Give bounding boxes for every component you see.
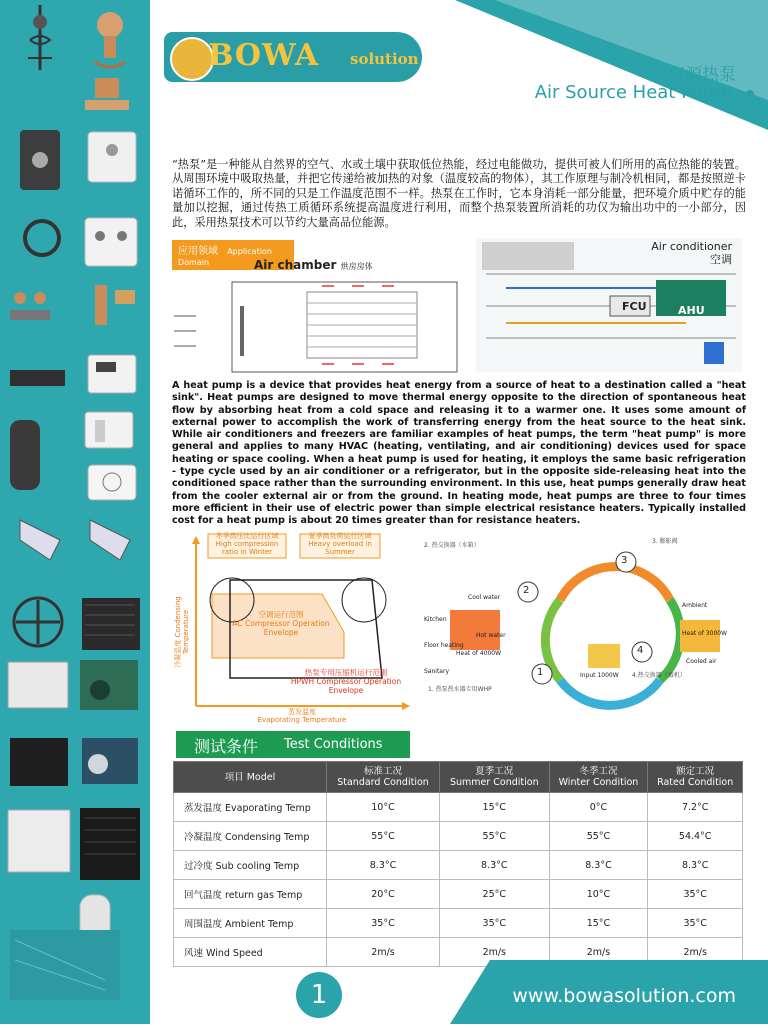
unit-icon	[10, 738, 138, 786]
page-title-cn: 空气源热泵	[651, 65, 736, 85]
heat-pump-unit-icon	[8, 808, 140, 880]
table-cell: 8.3°C	[549, 851, 648, 880]
winter-label-cn: 冬季高压比运行区域	[215, 532, 279, 540]
air-chamber-drawing	[172, 276, 462, 376]
test-conditions-title-cn: 测试条件	[194, 737, 259, 756]
product-thumbnails	[0, 0, 150, 1024]
cool-water-label: Cool water	[468, 594, 501, 601]
table-header-row	[174, 762, 743, 793]
test-conditions-title-en: Test Conditions	[284, 737, 383, 752]
table-cell: 55°C	[549, 822, 648, 851]
fcu-label: FCU	[622, 300, 647, 313]
table-cell: 10°C	[549, 880, 648, 909]
heat-out-label: Heat of 4000W	[456, 650, 502, 657]
air-conditioner-title-cn: 空调	[710, 253, 732, 266]
ambient-label: Ambient	[682, 602, 708, 609]
heat-pump-cycle-diagram	[420, 530, 750, 728]
air-chamber-diagram	[172, 258, 462, 376]
air-chamber-title-cn: 烘房房体	[340, 262, 373, 271]
step-4-title: 4.热交换器（蒸机）	[632, 672, 686, 679]
table-row	[174, 909, 743, 938]
step-2-number: 1	[537, 667, 544, 678]
table-row	[174, 851, 743, 880]
table-cell: 15°C	[549, 909, 648, 938]
col-header-winter: 冬季工况 Winter Condition	[549, 762, 648, 793]
table-row	[174, 793, 743, 822]
input-power-label: Input 1000W	[580, 672, 619, 679]
col-header-standard: 标准工况 Standard Condition	[327, 762, 440, 793]
table-row	[174, 822, 743, 851]
table-cell: 35°C	[327, 909, 440, 938]
x-axis-label-en: Evaporating Temperature	[257, 716, 347, 724]
y-axis-label-cn: 冷凝温度	[174, 639, 182, 668]
table-cell: 35°C	[440, 909, 550, 938]
intro-paragraph-en: A heat pump is a device that provides heat energy from a source of heat to a destination called a "heat sink". Heat pumps are designed to move thermal energy opposite to the direction of spontaneous heat flow by absorbing heat from a cold space and releasing it to a warmer one. It uses some amount of external power to accomplish the work of transferring energy from the heat source to the heat sink. While air conditioners and freezers are familiar examples of heat pumps, the term "heat pump" is more general and applies to many HVAC (heating, ventilating, and air conditioning) devices used for space heating or space cooling. When a heat pump is used for heating, it employs the same basic refrigeration - type cycle used by an air conditioner or a refrigerator, but in the opposite side-releasing heat into the conditioned space rather than the surrounding environment. In this use, heat pumps generally draw heat from the cooler external air or from the ground. In heating mode, heat pumps are three to four times more efficient in their use of electric power than simple electrical resistance heaters. Typically installed cost for a heat pump is about 20 times greater than for resistance heaters.	[172, 380, 746, 527]
step-3-number: 3	[621, 555, 628, 566]
row-label: 回气温度 return gas Temp	[174, 880, 327, 909]
x-axis-label-cn: 蒸发温度	[288, 708, 316, 716]
table-cell: 35°C	[648, 880, 743, 909]
evaporator-icon	[88, 465, 136, 500]
controller-icon	[10, 355, 136, 393]
table-cell: 0°C	[549, 793, 648, 822]
sanitary-label: Sanitary	[424, 668, 450, 675]
solenoid-icon	[85, 78, 129, 110]
table-cell: 7.2°C	[648, 793, 743, 822]
heat-in-label: Heat of 3000W	[682, 630, 728, 637]
ac-envelope-en: AC Compressor Operation Envelope	[232, 619, 330, 637]
step-3-title: 3. 膨胀阀	[652, 538, 678, 545]
intro-paragraph-cn: “热泵”是一种能从自然界的空气、水或土壤中获取低位热能，经过电能做功，提供可被人们所用的高位热能的装置。从周围环境中吸取热量，并把它传递给被加热的对象（温度较高的物体），其工作原理与制冷机相同，都是按照逆卡诺循环工作的，所不同的只是工作温度范围不一样。热泵在工作时，它本身消耗一部分能量，把环境介质中贮存的能量加以挖掘，通过传热工质循环系统提高温度进行利用，而整个热泵装置所消耗的功仅为输出功中的一小部分，因此，采用热泵技术可以节约大量高品位能源。	[172, 158, 746, 229]
summer-label-en: Heavy overload in Summer	[308, 540, 372, 556]
product-sidebar	[0, 0, 150, 1024]
table-cell: 25°C	[440, 880, 550, 909]
valve-icon	[28, 5, 52, 70]
hpwh-envelope-en: HPWH Compressor Operation Envelope	[290, 677, 402, 695]
y-axis-label-en: Condensing Temperature	[174, 596, 190, 655]
pressure-switch-icon	[20, 130, 136, 190]
website-link[interactable]: www.bowasolution.com	[512, 985, 736, 1007]
table-cell: 20°C	[327, 880, 440, 909]
fittings-icon	[10, 285, 135, 325]
col-header-summer: 夏季工况 Summer Condition	[440, 762, 550, 793]
application-label-en: Application Domain	[178, 247, 272, 267]
step-1-title: 1. 热泵热水器专用WHP	[428, 686, 492, 693]
row-label: 过冷度 Sub cooling Temp	[174, 851, 327, 880]
summer-label-cn: 夏季高负荷运行区域	[308, 532, 372, 540]
operation-envelope-diagram	[172, 528, 412, 726]
title-dot	[746, 90, 754, 98]
ac-envelope-cn: 空调运行范围	[258, 610, 304, 619]
row-label: 冷凝温度 Condensing Temp	[174, 822, 327, 851]
air-chamber-title: Air chamber	[254, 258, 337, 272]
row-label: 风速 Wind Speed	[174, 938, 327, 967]
expansion-valve-icon	[95, 12, 125, 67]
winter-label-en: High compression ratio in Winter	[215, 540, 279, 556]
capillary-icon	[25, 218, 137, 266]
table-cell: 8.3°C	[440, 851, 550, 880]
col-header-rated: 额定工况 Rated Condition	[648, 762, 743, 793]
table-cell: 2m/s	[327, 938, 440, 967]
col-header-model: 项目 Model	[174, 762, 327, 793]
application-label-cn: 应用领域	[178, 246, 218, 257]
test-conditions-table	[173, 761, 743, 967]
hinge-icon	[20, 520, 130, 560]
test-conditions-banner	[176, 731, 410, 758]
table-cell: 8.3°C	[327, 851, 440, 880]
hot-water-label: Hot water	[476, 632, 506, 639]
kitchen-label: Kitchen	[424, 616, 447, 623]
table-cell: 2m/s	[648, 938, 743, 967]
table-cell: 8.3°C	[648, 851, 743, 880]
fan-icon	[14, 598, 140, 650]
cooled-air-label: Cooled air	[686, 658, 717, 665]
step-1-number: 2	[523, 585, 530, 596]
logo-subtext: solution	[350, 50, 419, 68]
table-cell: 10°C	[327, 793, 440, 822]
row-label: 蒸发温度 Evaporating Temp	[174, 793, 327, 822]
table-cell: 54.4°C	[648, 822, 743, 851]
logo-text: BOWA	[208, 38, 320, 73]
step-2-title: 2. 热交换器（水箱）	[424, 542, 480, 549]
page-number: 1	[296, 972, 342, 1018]
page-title-en: Air Source Heat Pump	[534, 82, 732, 103]
table-cell: 35°C	[648, 909, 743, 938]
air-conditioner-title: Air conditioner	[651, 240, 732, 253]
table-cell: 55°C	[327, 822, 440, 851]
ahu-label: AHU	[678, 304, 705, 317]
step-4-number: 4	[637, 645, 644, 656]
water-heater-system-icon	[10, 895, 120, 1000]
floor-heating-label: Floor heating	[424, 642, 464, 649]
table-row	[174, 880, 743, 909]
cycle-drawing	[420, 530, 750, 728]
table-cell: 2m/s	[440, 938, 550, 967]
air-conditioner-diagram	[476, 238, 742, 372]
hpwh-envelope-cn: 热泵专用压缩机运行范围	[304, 668, 388, 677]
table-cell: 2m/s	[549, 938, 648, 967]
condensing-unit-icon	[8, 660, 138, 710]
table-cell: 15°C	[440, 793, 550, 822]
table-cell: 55°C	[440, 822, 550, 851]
row-label: 周围温度 Ambient Temp	[174, 909, 327, 938]
